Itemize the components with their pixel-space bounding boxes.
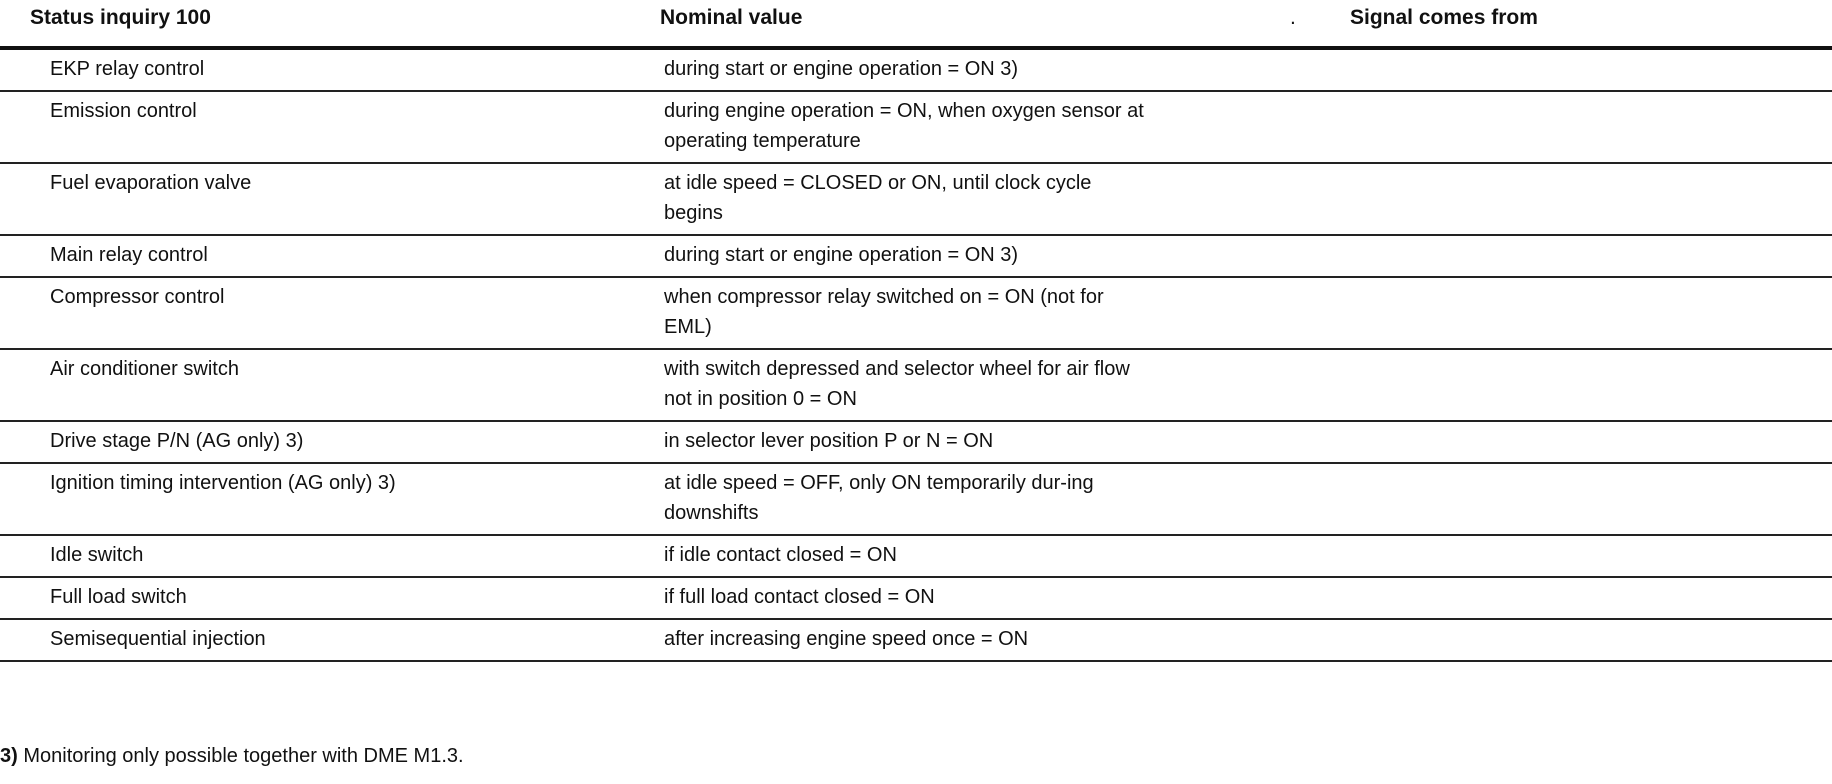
nominal-text: in selector lever position P or N = ON: [664, 430, 994, 452]
table-body: [0, 48, 1832, 661]
nominal-cell: [660, 48, 1282, 91]
header-nominal-value: Nominal value: [660, 2, 1282, 48]
status-cell: Fuel evaporation valve: [0, 163, 660, 235]
signal-cell: [1282, 463, 1832, 535]
signal-cell: [1282, 48, 1832, 91]
nominal-cell: [660, 163, 1282, 235]
header-row: [0, 2, 1832, 48]
signal-cell: [1282, 535, 1832, 577]
status-cell: Emission control: [0, 91, 660, 163]
nominal-text: during engine operation = ON, when oxygen sensor at operating temperature: [664, 100, 1144, 152]
table-row: [0, 619, 1832, 661]
status-cell: Full load switch: [0, 577, 660, 619]
nominal-text: if full load contact closed = ON: [664, 586, 935, 608]
nominal-cell: [660, 421, 1282, 463]
status-cell: Semisequential injection: [0, 619, 660, 661]
table-row: [0, 277, 1832, 349]
table-row: [0, 163, 1832, 235]
table-row: [0, 421, 1832, 463]
nominal-cell: [660, 577, 1282, 619]
status-cell: Ignition timing intervention (AG only) 3): [0, 463, 660, 535]
nominal-cell: [660, 619, 1282, 661]
table-row: [0, 349, 1832, 421]
table-row: [0, 48, 1832, 91]
signal-cell: [1282, 349, 1832, 421]
table-header: [0, 2, 1832, 48]
signal-cell: [1282, 91, 1832, 163]
nominal-text: when compressor relay switched on = ON (not for EML): [664, 286, 1104, 338]
signal-cell: [1282, 235, 1832, 277]
table-row: [0, 535, 1832, 577]
nominal-cell: [660, 535, 1282, 577]
header-signal-cell: [1282, 2, 1832, 48]
table-row: [0, 463, 1832, 535]
status-cell: Main relay control: [0, 235, 660, 277]
nominal-cell: [660, 277, 1282, 349]
header-separator-mark: .: [1290, 6, 1296, 29]
table-row: [0, 91, 1832, 163]
nominal-text: at idle speed = OFF, only ON temporarily dur-ing downshifts: [664, 472, 1094, 524]
status-cell: Drive stage P/N (AG only) 3): [0, 421, 660, 463]
status-cell: Air conditioner switch: [0, 349, 660, 421]
signal-cell: [1282, 163, 1832, 235]
status-cell: EKP relay control: [0, 48, 660, 91]
nominal-cell: [660, 91, 1282, 163]
footnote-text: Monitoring only possible together with DME M1.3.: [17, 745, 464, 767]
signal-cell: [1282, 619, 1832, 661]
nominal-text: with switch depressed and selector wheel for air flow not in position 0 = ON: [664, 358, 1130, 410]
table-row: [0, 235, 1832, 277]
signal-cell: [1282, 577, 1832, 619]
nominal-text: if idle contact closed = ON: [664, 544, 897, 566]
nominal-cell: [660, 463, 1282, 535]
table-row: [0, 577, 1832, 619]
nominal-text: during start or engine operation = ON 3): [664, 58, 1019, 80]
nominal-cell: [660, 349, 1282, 421]
nominal-cell: [660, 235, 1282, 277]
header-status-inquiry: Status inquiry 100: [0, 2, 660, 48]
status-inquiry-table: [0, 2, 1832, 662]
status-cell: Compressor control: [0, 277, 660, 349]
nominal-text: at idle speed = CLOSED or ON, until clock cycle begins: [664, 172, 1092, 224]
header-signal-comes-from: Signal comes from: [1350, 6, 1538, 29]
status-cell: Idle switch: [0, 535, 660, 577]
footnote-marker: 3): [0, 745, 18, 767]
signal-cell: [1282, 277, 1832, 349]
nominal-text: after increasing engine speed once = ON: [664, 628, 1029, 650]
footnote: [0, 745, 464, 768]
nominal-text: during start or engine operation = ON 3): [664, 244, 1019, 266]
signal-cell: [1282, 421, 1832, 463]
